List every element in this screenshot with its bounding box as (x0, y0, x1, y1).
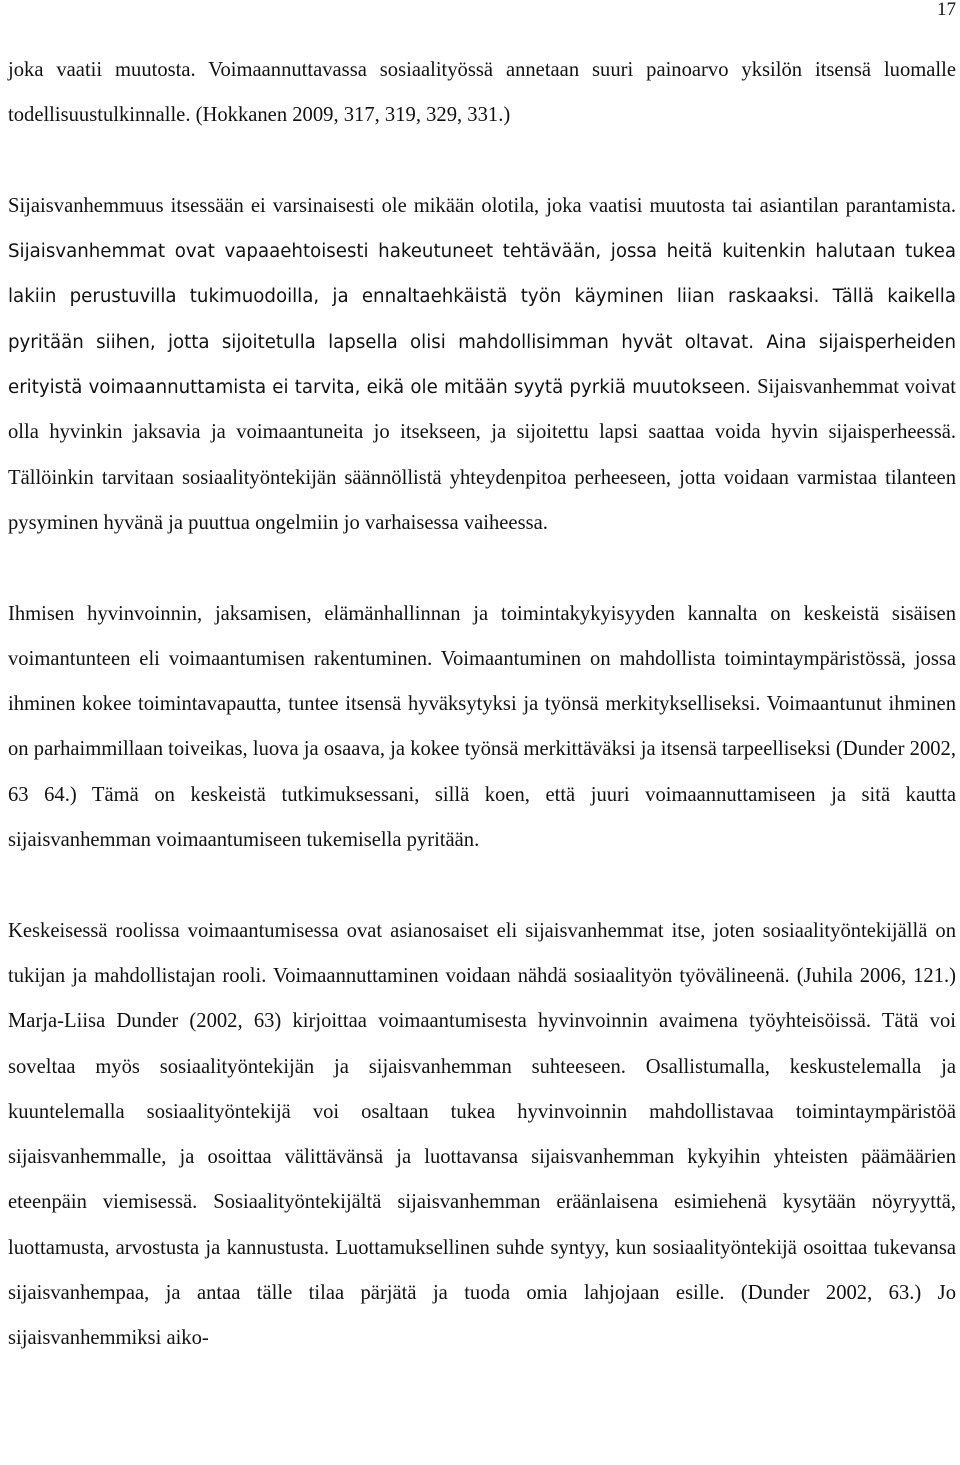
text-segment: Keskeisessä roolissa voimaantumisessa ovat asianosaiset eli sijaisvanhemmat itse, joten sosiaalityöntekijällä on tukijan ja mahdollistajan rooli. Voimaannuttaminen voidaan nähdä sosiaalityön työvälineenä. (Juhila 2006, 121.) Marja-Liisa Dunder (2002, 63) kirjoittaa voimaantumisesta hyvinvoinnin avaimena työyhteisöissä. Tätä voi soveltaa myös sosiaalityöntekijän ja sijaisvanhemman suhteeseen. Osallistumalla, keskustelemalla ja kuuntelemalla sosiaalityöntekijä voi osaltaan tukea hyvinvoinnin mahdollistavaa toimintaympäristöä sijaisvanhemmalle, ja osoittaa välittävänsä ja luottavansa sijaisvanhemman kykyihin yhteisten päämäärien eteenpäin viemisessä. Sosiaalityöntekijältä sijaisvanhemman eräänlaisena esimiehenä kysytään nöyryyttä, luottamusta, arvostusta ja kannustusta. Luottamuksellinen suhde syntyy, kun sosiaalityöntekijä osoittaa tukevansa sijaisvanhempaa, ja antaa tälle tilaa pärjätä ja tuoda omia lahjojaan esille. (Dunder 2002, 63.) Jo sijaisvanhemmiksi aiko- (8, 919, 956, 1350)
paragraph-4 (8, 909, 956, 1362)
paragraph-1 (8, 48, 956, 139)
document-body (8, 48, 956, 1362)
paragraph-2 (8, 184, 956, 546)
text-segment: Sijaisvanhemmat voivat olla hyvinkin jaksavia ja voimaantuneita jo itsekseen, ja sijoitettu lapsi saattaa voida hyvin sijaisperheessä. Tällöinkin tarvitaan sosiaalityöntekijän säännöllistä yhteydenpitoa perheeseen, jotta voidaan varmistaa tilanteen pysyminen hyvänä ja puuttua ongelmiin jo varhaisessa vaiheessa. (8, 376, 956, 534)
text-segment-sans: Sijaisvanhemmat ovat vapaaehtoisesti hakeutuneet tehtävään, jossa heitä kuitenkin halutaan tukea lakiin perustuvilla tukimuodoilla, ja ennaltaehkäistä työn käyminen liian raskaaksi. Tällä kaikella pyritään siihen, jotta sijoitetulla lapsella olisi mahdollisimman hyvät oltavat. Aina sijaisperheiden erityistä voimaannuttamista ei tarvita, eikä ole mitään syytä pyrkiä muutokseen. (8, 241, 956, 399)
text-segment: joka vaatii muutosta. Voimaannuttavassa sosiaalityössä annetaan suuri painoarvo yksilön itsensä luomalle todellisuustulkinnalle. (Hokkanen 2009, 317, 319, 329, 331.) (8, 59, 956, 127)
paragraph-3 (8, 592, 956, 864)
text-segment: Ihmisen hyvinvoinnin, jaksamisen, elämänhallinnan ja toimintakykyisyyden kannalta on keskeistä sisäisen voimantunteen eli voimaantumisen rakentuminen. Voimaantuminen on mahdollista toimintaympäristössä, jossa ihminen kokee toimintavapautta, tuntee itsensä hyväksytyksi ja työnsä merkitykselliseksi. Voimaantunut ihminen on parhaimmillaan toiveikas, luova ja osaava, ja kokee työnsä merkittäväksi ja itsensä tarpeelliseksi (Dunder 2002, 63 64.) Tämä on keskeistä tutkimuksessani, sillä koen, että juuri voimaannuttamiseen ja sitä kautta sijaisvanhemman voimaantumiseen tukemisella pyritään. (8, 602, 956, 852)
text-segment: Sijaisvanhemmuus itsessään ei varsinaisesti ole mikään olotila, joka vaatisi muutosta tai asiantilan parantamista. (8, 194, 956, 217)
page-number: 17 (937, 0, 956, 20)
